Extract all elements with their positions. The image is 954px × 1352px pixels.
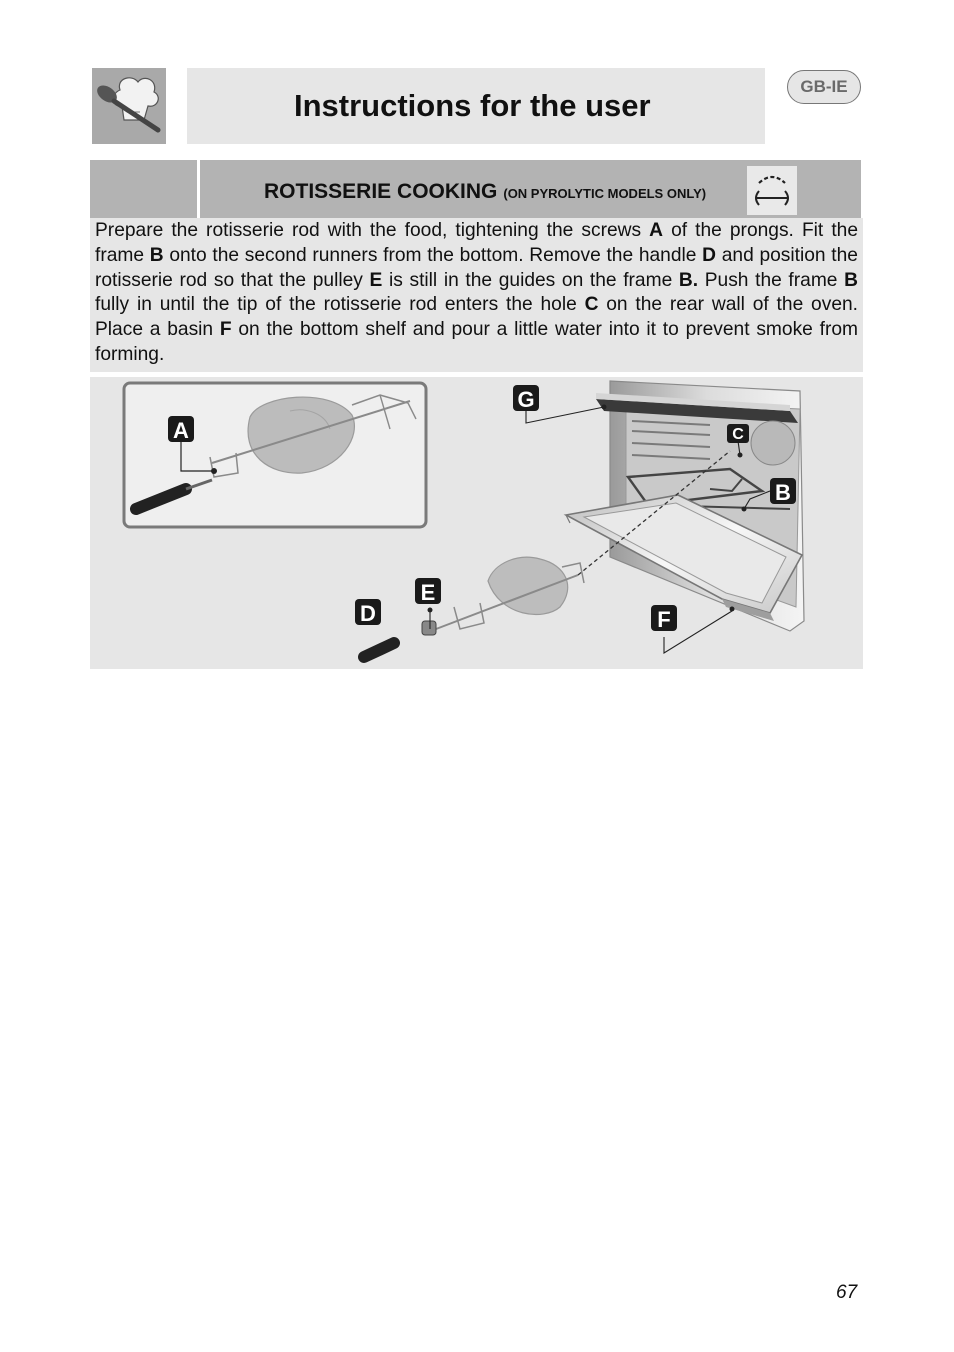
text-run: of the prongs. Fit the frame [95, 220, 858, 266]
text-run: fully in until the tip of the rotisserie rod enters the hole [95, 294, 585, 316]
section-header [90, 160, 861, 218]
header-divider [197, 160, 200, 218]
text-run: is still in the guides on the frame [382, 269, 679, 291]
ref-e: E [369, 269, 383, 291]
label-f-text: F [657, 607, 671, 632]
ref-c: C [584, 294, 599, 316]
text-run: Push the frame [698, 269, 845, 291]
label-g [513, 385, 539, 412]
text-run: on the bottom shelf and pour a little water into it to prevent smoke from forming. [95, 319, 859, 365]
rotisserie-icon [747, 166, 797, 215]
section-title: ROTISSERIE COOKING [264, 180, 498, 203]
label-e-text: E [420, 580, 436, 605]
label-a-text: A [173, 418, 189, 443]
rotisserie-illustration [90, 377, 863, 669]
ref-b: B [844, 269, 858, 291]
ref-f: F [219, 319, 232, 341]
section-title-note: (ON PYROLYTIC MODELS ONLY) [503, 186, 707, 201]
label-b [770, 478, 796, 505]
ref-a: A [649, 220, 664, 241]
text-run: and position the rotisserie rod so that the pulley [95, 244, 858, 291]
label-e [415, 578, 441, 605]
title-box [187, 68, 765, 144]
label-a [168, 416, 194, 443]
label-b-text: B [775, 480, 791, 505]
page-title: Instructions for the user [294, 88, 651, 123]
text-run: onto the second runners from the bottom. Remove the handle [163, 244, 703, 266]
label-d [355, 599, 381, 626]
chef-spoon-icon [92, 68, 166, 144]
ref-d: D [702, 244, 717, 266]
ref-b: B. [678, 269, 699, 291]
label-f [651, 605, 677, 632]
ref-b: B [149, 244, 164, 266]
page-number: 67 [836, 1282, 858, 1303]
instruction-paragraph [90, 218, 863, 372]
label-c-text: C [732, 426, 744, 443]
label-c [727, 424, 749, 443]
label-g-text: G [517, 387, 535, 412]
text-run: Prepare the rotisserie rod with the food, tightening the screws [95, 220, 650, 241]
inset-panel [124, 383, 426, 527]
section-heading [264, 180, 706, 204]
label-d-text: D [360, 601, 376, 626]
language-badge: GB-IE [787, 70, 861, 104]
text-run: on the rear wall of the oven. Place a basin [95, 294, 858, 341]
